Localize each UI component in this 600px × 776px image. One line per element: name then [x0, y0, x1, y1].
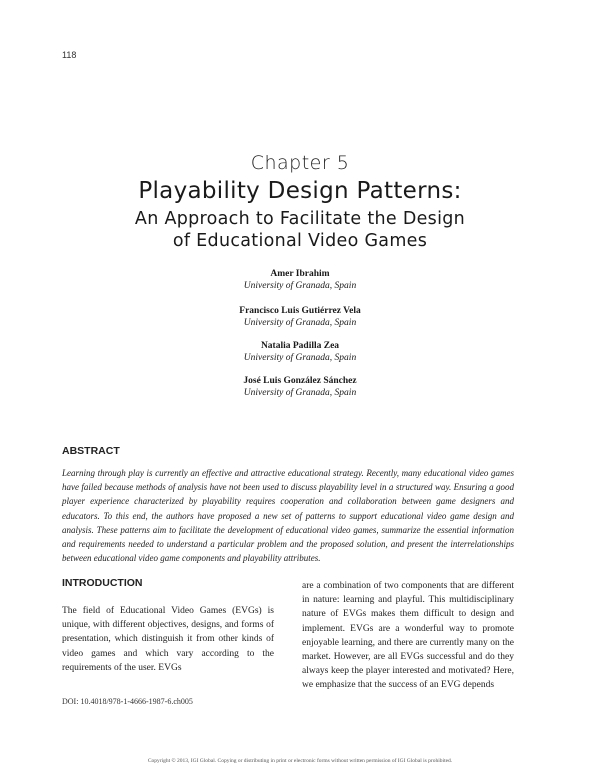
intro-column-left: The field of Educational Video Games (EVGs) is unique, with different objectives, designs, and forms of presentation, which distinguish it from other kinds of video games and which vary according to the requirements of the user. EVGs — [62, 606, 274, 673]
author-name: Amer Ibrahim — [270, 269, 330, 279]
author-affiliation: University of Granada, Spain — [243, 318, 357, 328]
doi: DOI: 10.4018/978-1-4666-1987-6.ch005 — [62, 697, 193, 706]
subtitle-line-2: of Educational Video Games — [172, 231, 428, 251]
chapter-label: Chapter 5 — [250, 152, 350, 174]
chapter-subtitle — [0, 208, 600, 252]
chapter-title: Playability Design Patterns: — [138, 178, 462, 204]
intro-column-right: are a combination of two components that are different in nature: learning and playful. This multidisciplinary nature of EVGs makes them difficult to design and implement. EVGs are a wonderful way to promote enjoyable learning, and there are currently many on the market. However, are all EVGs successful and do they always keep the player interested and motivated? Here, we emphasize that the success of an EVG depends — [302, 581, 514, 691]
author-block — [0, 375, 600, 399]
author-block — [0, 268, 600, 292]
author-name: Natalia Padilla Zea — [260, 341, 340, 351]
page-number: 118 — [62, 50, 77, 60]
author-block — [0, 340, 600, 364]
author-name: José Luis González Sánchez — [243, 376, 357, 386]
author-name: Francisco Luis Gutiérrez Vela — [239, 306, 361, 316]
subtitle-line-1: An Approach to Facilitate the Design — [134, 209, 466, 229]
introduction-heading: INTRODUCTION — [62, 577, 143, 589]
author-affiliation: University of Granada, Spain — [243, 353, 357, 363]
author-block — [0, 305, 600, 329]
author-affiliation: University of Granada, Spain — [243, 388, 357, 398]
author-affiliation: University of Granada, Spain — [243, 281, 357, 291]
abstract-heading: ABSTRACT — [62, 445, 120, 457]
copyright-notice: Copyright © 2013, IGI Global. Copying or distributing in print or electronic forms without written permission of IGI Global is prohibited. — [147, 758, 453, 764]
abstract-text: Learning through play is currently an effective and attractive educational strategy. Recently, many educational video games have failed because methods of analysis have not been used to discuss playability level in a structured way. Ensuring a good player experience characterized by playability requires cooperation and collaboration between game designers and educators. To this end, the authors have proposed a new set of patterns to support educational video game design and analysis. These patterns aim to facilitate the development of educational video games, summarize the essential information and requirements needed to understand a particular problem and the proposed solution, and present the interrelationships between educational video game components and playability attributes. — [62, 468, 514, 564]
